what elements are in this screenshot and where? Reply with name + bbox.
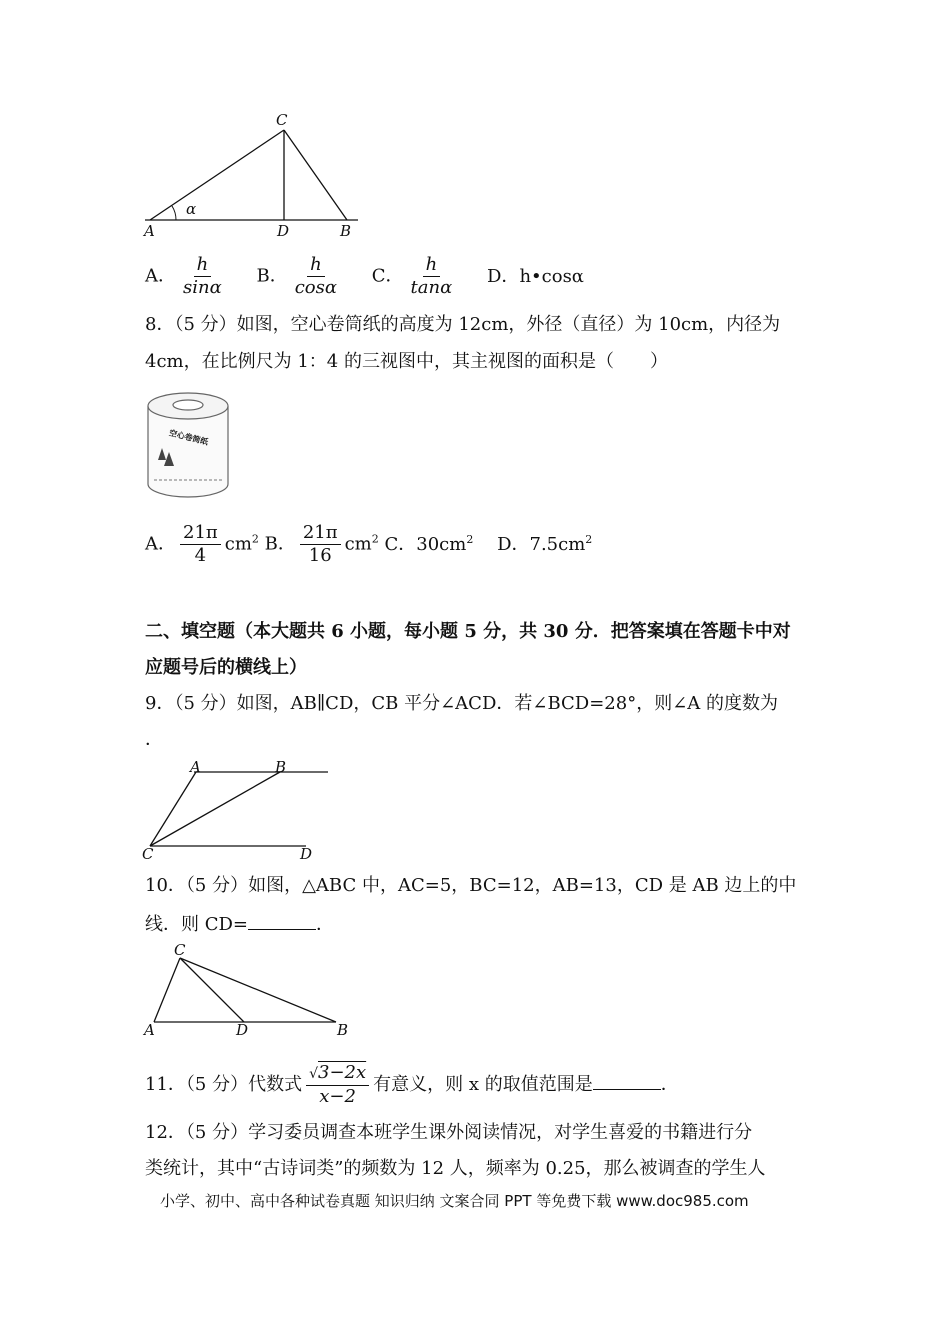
label-a: A <box>190 760 201 776</box>
label-a: A <box>144 222 155 240</box>
q12-line-1: 12．（5 分）学习委员调查本班学生课外阅读情况，对学生喜爱的书籍进行分 <box>145 1122 753 1143</box>
q8-option-a: A． $\frac{21\pi}{4}$ $cm^2$ <box>145 522 259 566</box>
q8-line-1: 8．（5 分）如图，空心卷筒纸的高度为 12cm，外径（直径）为 10cm，内径为 <box>145 314 781 335</box>
q8-line-2: 4cm，在比例尺为 1：4 的三视图中，其主视图的面积是（ ） <box>145 351 668 372</box>
label-c: C <box>142 845 154 862</box>
q12-line-2: 类统计，其中“古诗词类”的频数为 12 人，频率为 0.25，那么被调查的学生人 <box>145 1158 766 1179</box>
q11-answer-blank[interactable] <box>593 1071 661 1090</box>
q8-option-d: D．$7.5cm^2$ <box>497 532 593 555</box>
figure-q10-triangle <box>140 942 350 1038</box>
q10-line-1: 10．（5 分）如图，△ABC 中，AC=5，BC=12，AB=13，CD 是 AB 边上的中 <box>145 875 797 896</box>
label-d: D <box>300 845 313 862</box>
q7-option-c: C． $\frac{h}{\tan\alpha}$ <box>371 254 453 298</box>
q7-options <box>145 254 584 299</box>
q8-option-b: B． $\frac{21\pi}{16}$ $cm^2$ <box>264 522 379 566</box>
label-alpha: α <box>186 200 197 218</box>
label-b: B <box>340 222 352 240</box>
label-c: C <box>174 942 186 959</box>
label-b: B <box>337 1021 349 1038</box>
label-d: D <box>236 1021 249 1038</box>
section-2-heading-line-1: 二、填空题（本大题共 6 小题，每小题 5 分，共 30 分．把答案填在答题卡中对 <box>145 621 791 642</box>
q9-line-1: 9．（5 分）如图，AB∥CD，CB 平分∠ACD．若∠BCD=28°，则∠A 的度数为 <box>145 693 779 714</box>
footer-text: 小学、初中、高中各种试卷真题 知识归纳 文案合同 PPT 等免费下载 www.doc985.com <box>160 1192 749 1210</box>
paper-roll-image <box>142 388 234 500</box>
label-d: D <box>277 222 290 240</box>
q9-line-2: ． <box>145 729 163 750</box>
q11-expression: $\frac{√3-2x}{x-2}$ <box>306 1062 369 1108</box>
q8-options <box>145 522 592 567</box>
q8-option-c: C．$30cm^2$ <box>384 532 474 555</box>
label-b: B <box>275 760 287 776</box>
figure-q7-triangle <box>140 110 370 240</box>
label-a: A <box>144 1021 155 1038</box>
q7-option-d: D．h•cosα <box>487 265 584 287</box>
q11-line: 11．（5 分）代数式 $\frac{√3-2x}{x-2}$ 有意义，则 x 的取值范围是 ． <box>145 1062 679 1107</box>
q10-line-2: 线．则 CD= ． <box>145 911 334 937</box>
section-2-heading-line-2: 应题号后的横线上） <box>145 657 307 678</box>
paper-roll-label: 空心卷筒纸 <box>168 427 210 447</box>
q7-option-a: A． $\frac{h}{\sin\alpha}$ <box>145 254 222 298</box>
q10-answer-blank[interactable] <box>248 911 316 930</box>
q7-option-b: B． $\frac{h}{\cos\alpha}$ <box>256 254 338 298</box>
figure-q9-parallel <box>140 760 340 862</box>
label-c: C <box>276 111 288 129</box>
